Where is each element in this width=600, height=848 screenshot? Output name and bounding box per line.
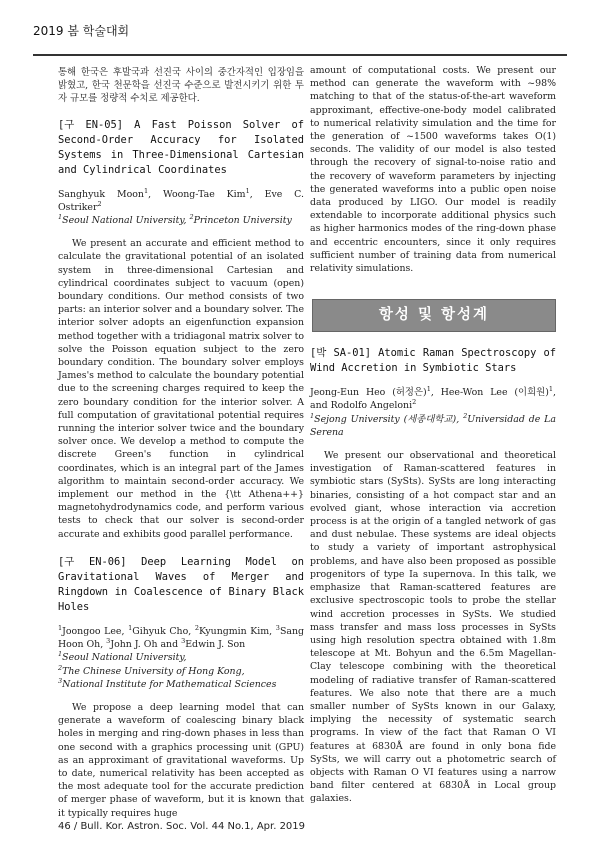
sa01-abstract: We present our observational and theoretical investigation of Raman-scattered features in symbiotic stars (SySts). SySts are long interacting binaries, consisting of a hot compact star and an evolved giant, whose interaction via accretion process is at the origin of a tangled network of gas and dust nebulae. These systems are ideal objects to study a variety of important astrophysical problems, and have also been proposed as possible progenitors of type Ia supernova. In this talk, we emphasize that Raman-scattered features are exclusive spectroscopic tools to probe the stellar wind accretion processes in SySts. We studied mass transfer and mass loss processes in SySts using high resolution spectra obtained with 1.8m telescope at Mt. Bohyun and the 6.5m Magellan-Clay telescope combining with the theoretical modeling of radiative transfer of Raman-scattered features. We also note that there are a much smaller number of SySts known in our Galaxy, implying the necessity of systematic search programs. In view of the fact that Raman O VI features at 6830Å are found in only bona fide SySts, we will carry out a photometric search of objects with Raman O VI features using a narrow band filter centered at 6830Å in Local group galaxies. xyxy=(310,450,556,805)
en06-affiliation-3: $^3$National Institute for Mathematical Sciences xyxy=(58,676,277,690)
en05-authors: Sanghyuk Moon$^1$, Woong-Tae Kim$^1$, Eve C. Ostriker$^2$ xyxy=(58,186,305,213)
en06-affiliation-1: $^1$Seoul National University, xyxy=(58,650,187,664)
section-banner: 항성 및 항성계 xyxy=(312,299,556,332)
running-header: 2019 봄 학술대회 xyxy=(33,24,130,38)
header-rule xyxy=(33,54,567,56)
left-column xyxy=(58,66,304,820)
en06-authors: $^1$Joongoo Lee, $^1$Gihyuk Cho, $^2$Kyungmin Kim, $^3$Sang Hoon Oh, $^3$John J. Oh and $^3$Edwin J. Son xyxy=(58,623,304,651)
en05-abstract: We present an accurate and efficient method to calculate the gravitational potential of an isolated system in three-dimensional Cartesian and cylindrical coordinates subject to vacuum (open) boundary conditions. Our method consists of two parts: an interior solver and a boundary solver. The interior solver adopts an eigenfunction expansion method together with a tridiagonal matrix solver to solve the Poisson equation subject to the zero boundary condition. The boundary solver employs James's method to calculate the boundary potential due to the screening charges required to keep the zero boundary condition for the interior solver. A full computation of gravitational potential requires running the interior solver twice and the boundary solver once. We develop a method to compute the discrete Green's function in cylindrical coordinates, which is an integral part of the James algorithm to maintain second-order accuracy. We implement our method in the {\tt Athena++} magnetohydrodynamics code, and perform various tests to check that our solver is second-order accurate and exhibits good parallel performance. xyxy=(58,238,304,540)
en06-abstract-part2: amount of computational costs. We present our method can generate the waveform with ~98% matching to that of the status-of-the-art waveform approximant, effective-one-body model calibrated to numerical relativity simulation and the time for the generation of ~1500 waveforms takes O(1) seconds. The validity of our model is also tested through the recovery of signal-to-noise ratio and the recovery of waveform parameters by injecting the generated waveforms into a public open noise data produced by LIGO. Our model is readily extendable to incorporate additional physics such as higher harmonics modes of the ring-down phase and eccentric encounters, since it only requires sufficient number of training data from numerical relativity simulations. xyxy=(310,65,556,275)
en05-title: [구 EN-05] A Fast Poisson Solver of Second-Order Accuracy for Isolated Systems in Three-Dimensional Cartesian and Cylindrical Coordinates xyxy=(58,118,304,176)
intro-paragraph: 통해 한국은 후발국과 선진국 사이의 중간자적인 입장임을 밝혔고, 한국 천문학을 선진국 수준으로 발전시키기 위한 투자 규모를 정량적 수치로 제공한다. xyxy=(58,67,304,105)
sa01-affiliations: $^1$Sejong University (세종대학교), $^2$Universidad de La Serena xyxy=(310,411,556,438)
en05-affiliations: $^1$Seoul National University, $^2$Princeton University xyxy=(58,212,292,227)
right-column xyxy=(310,64,556,806)
sa01-authors: Jeong-Eun Heo (허정은)$^1$, Hee-Won Lee (이희원)$^1$, and Rodolfo Angeloni$^2$ xyxy=(310,385,557,412)
en06-abstract-part1: We propose a deep learning model that can generate a waveform of coalescing binary black holes in merging and ring-down phases in less than one second with a graphics processing unit (GPU) as an approximant of gravitational waveforms. Up to date, numerical relativity has been accepted as the most adequate tool for the accurate prediction of merger phase of waveform, but it is known that it typically requires huge xyxy=(58,701,304,819)
sa01-title: [박 SA-01] Atomic Raman Spectroscopy of Wind Accretion in Symbiotic Stars xyxy=(310,347,556,375)
en06-title: [구 EN-06] Deep Learning Model on Gravitational Waves of Merger and Ringdown in Coalescence of Binary Black Holes xyxy=(58,555,304,613)
en06-affiliation-2: $^2$The Chinese University of Hong Kong, xyxy=(58,663,245,677)
page-footer: 46 / Bull. Kor. Astron. Soc. Vol. 44 No.1, Apr. 2019 xyxy=(58,821,306,832)
